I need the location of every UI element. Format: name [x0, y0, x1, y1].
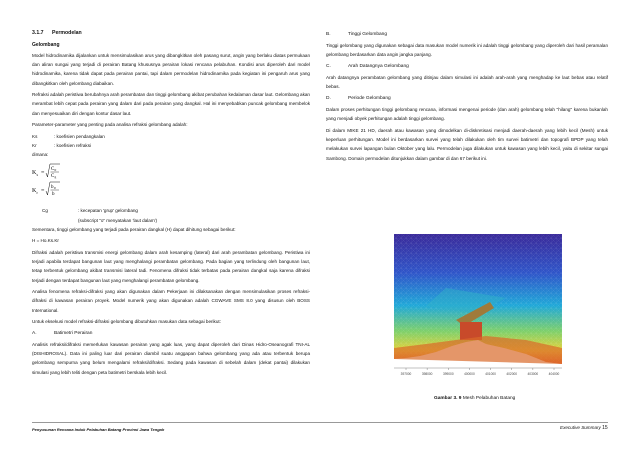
x-tick-label: 400000 — [464, 372, 475, 376]
section-title: Permodelan — [52, 30, 82, 36]
subheading-c — [326, 62, 608, 71]
formula-ks-sub: s — [36, 172, 39, 178]
subheading-gelombang: Gelombang — [32, 42, 60, 48]
formula-kr-lhs: K — [32, 188, 37, 195]
page-number: 15 — [602, 425, 608, 431]
formula-ks-eq: = — [41, 170, 45, 177]
paragraph: Analisis refraksi/difraksi memerlukan kawasan perairan yang agak luas, yang dapat diperoleh dari Dinas Hidro-Oseanografi TNI-AL (DISHIDROSAL). Data ini paling luar dari perairan diambil suatu anggapan bahwa gelombang yang ada atau terbentuk berupa gelombang sempurna yang belum mengalami refraksi/difraksi. Sedang pada kawasan di sebelah dalam (dekat pantai) dilakukan simulasi yang lebih teliti dengan peta batimetri berskala lebih kecil. — [32, 342, 310, 375]
formula-kr-sub: r — [36, 190, 38, 196]
list-letter: C. — [326, 64, 331, 69]
paragraph: Untuk eksekusi model refraksi-difraksi gelombang dibutuhkan masukan data sebagai berikut: — [32, 319, 221, 325]
list-letter: B. — [326, 32, 331, 37]
section-number: 3.1.7 — [32, 30, 44, 36]
definition-ks — [32, 132, 310, 141]
paragraph: Di dalam MIKE 21 HD, daerah atau kawasan yang dimodelkan di-diskretisasi menjadi daerah-daerah yang lebih kecil (Mesh) untuk keperluan perhitungan. Model ini berdasarkan survei yang telah dilakukan oleh tim survei batimetri dan topografi BPDP yang telah melakukan survei lapangan bulan Oktober yang lalu. Permodelan juga dilakukan untuk kawasan yang lebih kecil, yaitu di sekitar sungai Sambong. Domain permodelan ditunjukkan dalam gambar di dan 67 berikut ini. — [326, 128, 608, 161]
section-heading — [32, 30, 310, 36]
subheading-b — [326, 30, 608, 39]
mesh-plot-svg — [386, 228, 568, 386]
paragraph: Difraksi adalah peristiwa transmisi energi gelombang dalam arah kesamping (lateral) dari arah perambatan gelombang. Peristiwa ini terjadi apabila terdapat bangunan laut yang menghalangi perambatan gelombang. Pada bagian yang terlindung oleh bangunan laut, tetap terbentuk gelombang akibat transmisi lateral tadi. Fenomena difraksi tidak terbatas pada perairan dangkal saja karena difraksi terjadi dengan terdapat bangunan laut yang menghalangi perambatan gelombang. — [32, 250, 310, 283]
footer-label: Executive Summary — [560, 425, 601, 430]
term: Cg — [42, 208, 48, 214]
x-tick-label: 399000 — [442, 372, 454, 376]
term: Kr — [32, 143, 37, 148]
formula-block — [32, 162, 310, 202]
definition: (subscript "o" menyatakan 'laut dalam') — [78, 217, 158, 223]
mesh-figure — [386, 228, 568, 386]
subheading-d — [326, 94, 608, 103]
definition: : koefisien refraksi — [54, 143, 92, 148]
x-tick-label: 401000 — [485, 372, 496, 376]
paragraph: Analisa fenomena refraksi-difraksi yang akan digunakan dalam Pekerjaan ini dilaksanakan dengan mensimulasikan proses refraksi-difraksi di kawasan perairan proyek. Model numerik yang akan digunakan adalah CGWAVE SMS 8.0 yang disusun oleh BOSS International. — [32, 289, 310, 313]
formula-ks-num: C — [51, 167, 55, 173]
formula-kr-num-sub: 0 — [54, 186, 56, 191]
definition-cg — [32, 206, 310, 215]
list-title: Periode Gelombang — [348, 96, 391, 101]
definition: : kecepatan 'grup' gelombang — [78, 208, 138, 214]
definition: : koefisien pendangkalan — [54, 133, 105, 139]
figure-caption — [434, 396, 515, 401]
footer-rule — [32, 422, 608, 423]
paragraph: dimana: — [32, 152, 49, 158]
x-tick-label: 404000 — [548, 372, 560, 376]
definition-kr — [32, 141, 310, 150]
paragraph: Sementara, tinggi gelombang yang terjadi pada perairan dangkal (H) dapat dihitung sebagai berikut: — [32, 226, 236, 232]
formula-ks-lhs: K — [32, 170, 37, 177]
list-title: Tinggi Gelombang — [348, 32, 388, 37]
x-tick-label: 398000 — [421, 372, 433, 376]
footer-title: Penyusunan Rencana Induk Pelabuhan Batang Provinsi Jawa Tengah — [32, 427, 165, 432]
caption-text: Mesh Pelabuhan Batang — [462, 396, 516, 401]
x-tick-label: 403000 — [527, 372, 539, 376]
definition-subscript — [32, 216, 310, 225]
right-column — [326, 30, 608, 165]
term: Ks — [32, 133, 38, 139]
caption-label: Gambar 3. 9 — [434, 396, 462, 401]
list-title: Arah Datangnya Gelombang — [348, 64, 409, 69]
list-letter: D. — [326, 96, 331, 101]
footer-right — [560, 425, 608, 431]
mesh-area — [394, 234, 562, 364]
paragraph: Dalam proses perhitungan tinggi gelombang rencana, informasi mengenai periode (dan arah) gelombang telah "hilang" karena bukanlah yang menjadi obyek perhitungan adalah tinggi gelombang. — [326, 107, 608, 122]
formula-ks-den-sub: g — [54, 175, 57, 180]
paragraph: Refraksi adalah peristiwa berubahnya arah perambatan dan tinggi gelombang akibat perubahan kedalaman dasar laut. Gelombang akan merambat lebih cepat pada perairan yang dalam dari pada perairan yang dangkal. Hal ini menyebabkan puncak gelombang membelok dan menyesuaikan diri dengan kontur dasar laut. — [32, 92, 310, 116]
paragraph: Arah datangnya perambatan gelombang yang ditinjau dalam simulasi ini adalah arah-arah yang menghadap ke laut bebas atau relatif bebas. — [326, 75, 608, 90]
list-letter: A. — [32, 330, 37, 336]
formula-kr-eq: = — [41, 188, 45, 195]
formula-svg — [32, 162, 92, 202]
x-tick-label: 402000 — [506, 372, 518, 376]
x-tick-label: 397000 — [400, 372, 412, 376]
equation-line: H = Ho.Ks.Kr — [32, 238, 59, 244]
left-column — [32, 30, 310, 379]
paragraph: Tinggi gelombang yang digunakan sebagai data masukan model numerik ini adalah tinggi gelombang yang diperoleh dari hasil peramalan gelombang berdasarkan data angin jangka panjang. — [326, 43, 608, 58]
formula-ks-num-sub: 0 — [54, 168, 57, 173]
paragraph: Model hidrodinamika dijalankan untuk mensimulasikan arus yang dibangkitkan oleh pasang surut, angin yang berlaku diatas permukaan dan aliran sungai yang terjadi di perairan Batang khususnya perairan lokasi rencana pelabuhan. Kondisi arus diperoleh dari model hidrodinamika, karena tidak dapat pada perairan pantai, tapi dalam permodelan hidrodinamika pada kegiatan ini pengaruh arus yang dibangkitkan oleh gelombang diabaikan. — [32, 53, 310, 86]
formula-kr-num: b — [51, 185, 54, 191]
subheading-a — [32, 329, 310, 338]
formula-ks-den: C — [51, 174, 55, 180]
paragraph: Parameter-parameter yang penting pada analisa refraksi gelombang adalah: — [32, 122, 188, 128]
list-title: Batimetri Perairan — [54, 330, 93, 336]
formula-kr-den: b — [52, 192, 55, 198]
